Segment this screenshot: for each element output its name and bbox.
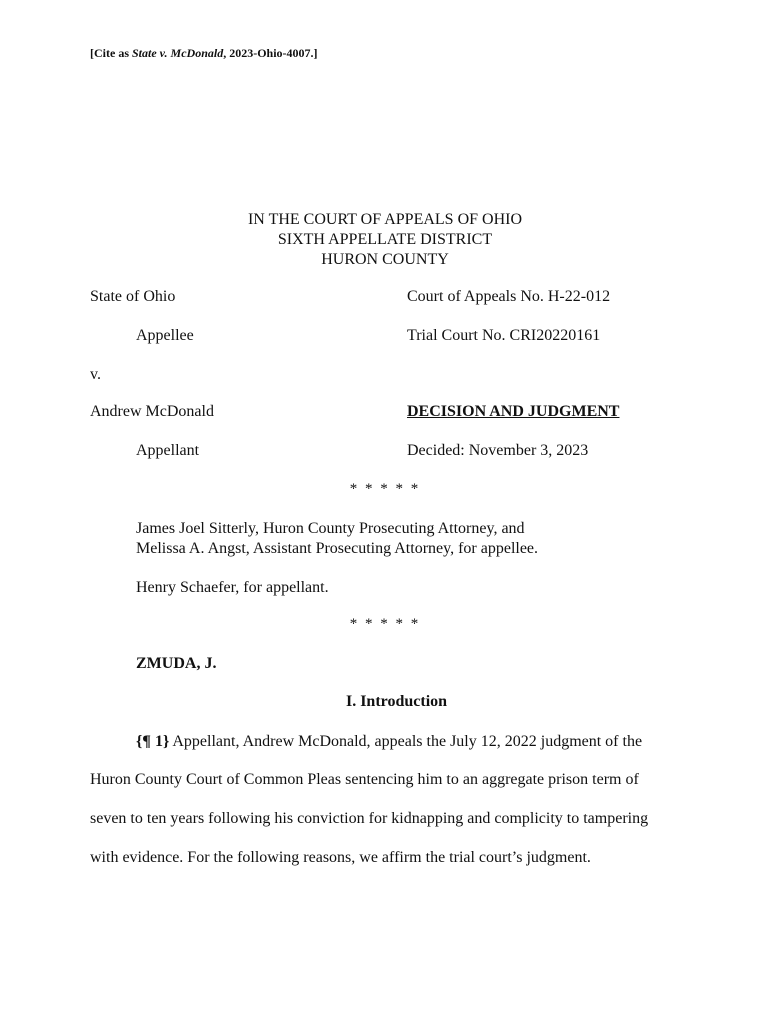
versus: v. xyxy=(90,366,101,383)
section-heading: I. Introduction xyxy=(345,693,448,710)
paragraph-line-1 xyxy=(136,733,642,751)
counsel-appellee-line-2: Melissa A. Angst, Assistant Prosecuting Attorney, for appellee. xyxy=(136,540,539,557)
separator-bottom: * * * * * xyxy=(349,616,421,632)
appellant-role: Appellant xyxy=(136,442,200,459)
judge-name: ZMUDA, J. xyxy=(136,655,217,672)
paragraph-line-4: with evidence. For the following reasons, we affirm the trial court’s judgment. xyxy=(90,849,591,866)
citation-case-name: State v. McDonald xyxy=(132,46,224,60)
separator-top: * * * * * xyxy=(349,481,421,497)
trial-case-number: Trial Court No. CRI20220161 xyxy=(407,327,601,344)
counsel-appellant: Henry Schaefer, for appellant. xyxy=(136,579,329,596)
court-heading xyxy=(0,210,770,270)
paragraph-line-3: seven to ten years following his conviction for kidnapping and complicity to tampering xyxy=(90,810,649,827)
citation-prefix: [Cite as xyxy=(90,46,132,60)
appellee-role: Appellee xyxy=(136,327,194,344)
court-district: SIXTH APPELLATE DISTRICT xyxy=(277,231,493,248)
citation xyxy=(90,46,318,61)
decision-title: DECISION AND JUDGMENT xyxy=(407,403,620,420)
appellee-name: State of Ohio xyxy=(90,288,176,305)
decision-date: Decided: November 3, 2023 xyxy=(407,442,589,459)
paragraph-marker: {¶ 1} xyxy=(136,733,170,750)
paragraph-line-2: Huron County Court of Common Pleas sentencing him to an aggregate prison term of xyxy=(90,771,639,788)
court-county: HURON COUNTY xyxy=(321,251,449,268)
counsel-appellee-line-1: James Joel Sitterly, Huron County Prosecuting Attorney, and xyxy=(136,520,525,537)
appellant-name: Andrew McDonald xyxy=(90,403,214,420)
citation-suffix: , 2023-Ohio-4007.] xyxy=(223,46,318,60)
paragraph-line-1-text: Appellant, Andrew McDonald, appeals the July 12, 2022 judgment of the xyxy=(169,733,643,750)
appeals-case-number: Court of Appeals No. H-22-012 xyxy=(407,288,611,305)
court-name: IN THE COURT OF APPEALS OF OHIO xyxy=(247,211,523,228)
